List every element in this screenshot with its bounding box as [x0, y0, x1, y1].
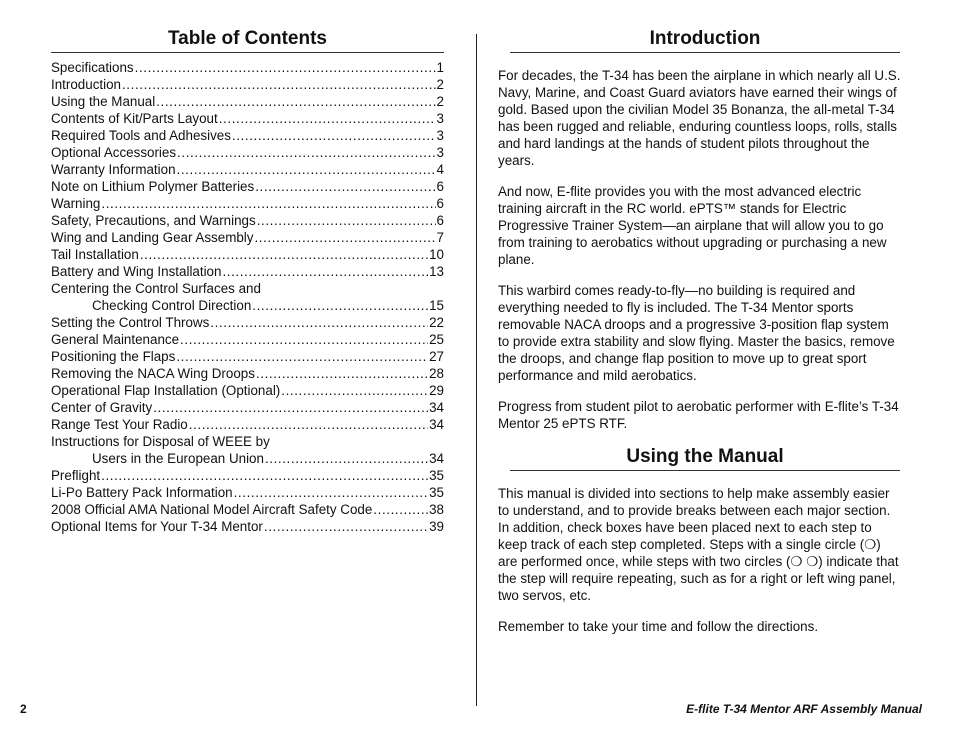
- toc-entry[interactable]: Warning ..... 6: [51, 195, 444, 212]
- table-of-contents: [51, 28, 444, 535]
- toc-entry[interactable]: Operational Flap Installation (Optional) ..... 29: [51, 382, 444, 399]
- dot-leader: [255, 178, 435, 195]
- toc-entry[interactable]: Checking Control Direction ..... 15: [51, 297, 444, 314]
- introduction-title: Introduction: [510, 28, 900, 53]
- toc-entry[interactable]: Specifications ..... 1: [51, 59, 444, 76]
- toc-entry[interactable]: Using the Manual ..... 2: [51, 93, 444, 110]
- toc-entry[interactable]: Optional Items for Your T-34 Mentor ..... 39: [51, 518, 444, 535]
- intro-paragraph: And now, E-flite provides you with the most advanced electric training aircraft in the RC world. ePTS™ stands for Electric Progressive Trainer System—an airplane that will allow you to go from training to aerobatics without upgrading or purchasing a new plane.: [498, 184, 887, 267]
- intro-paragraph: For decades, the T-34 has been the airplane in which nearly all U.S. Navy, Marine, and Coast Guard aviators have earned their wings of gold. Based upon the civilian Model 35 Bonanza, the all-metal T-34 has been rugged and reliable, enduring countless loops, rolls, stalls and hard landings at the hands of student pilots throughout the years.: [498, 68, 901, 168]
- dot-leader: [222, 263, 428, 280]
- toc-entry[interactable]: Removing the NACA Wing Droops ..... 28: [51, 365, 444, 382]
- using-manual-body: [498, 485, 902, 635]
- toc-entry[interactable]: 2008 Official AMA National Model Aircraft Safety Code ..... 38: [51, 501, 444, 518]
- dot-leader: [265, 450, 428, 467]
- manual-paragraph: Remember to take your time and follow the directions.: [498, 619, 819, 634]
- dot-leader: [180, 331, 428, 348]
- toc-entry[interactable]: Note on Lithium Polymer Batteries ..... 6: [51, 178, 444, 195]
- dot-leader: [210, 314, 428, 331]
- toc-title: Table of Contents: [51, 28, 444, 53]
- toc-entry-continued[interactable]: Centering the Control Surfaces and: [51, 281, 261, 296]
- toc-entry[interactable]: Safety, Precautions, and Warnings ..... 6: [51, 212, 444, 229]
- toc-entry[interactable]: Battery and Wing Installation ..... 13: [51, 263, 444, 280]
- toc-entry[interactable]: General Maintenance ..... 25: [51, 331, 444, 348]
- toc-entry[interactable]: Optional Accessories ..... 3: [51, 144, 444, 161]
- intro-paragraph: Progress from student pilot to aerobatic performer with E-flite’s T-34 Mentor 25 ePTS RTF.: [498, 399, 899, 431]
- dot-leader: [232, 127, 436, 144]
- dot-leader: [256, 365, 428, 382]
- toc-entry[interactable]: Preflight ..... 35: [51, 467, 444, 484]
- toc-entry-continued[interactable]: Instructions for Disposal of WEEE by: [51, 434, 270, 449]
- dot-leader: [252, 297, 428, 314]
- toc-entry[interactable]: Introduction ..... 2: [51, 76, 444, 93]
- toc-entry[interactable]: Positioning the Flaps ..... 27: [51, 348, 444, 365]
- dot-leader: [101, 195, 435, 212]
- column-divider: [476, 34, 477, 706]
- dot-leader: [140, 246, 428, 263]
- toc-entry[interactable]: Wing and Landing Gear Assembly ..... 7: [51, 229, 444, 246]
- dot-leader: [177, 161, 436, 178]
- toc-entry[interactable]: Setting the Control Throws ..... 22: [51, 314, 444, 331]
- toc-entry[interactable]: Range Test Your Radio ..... 34: [51, 416, 444, 433]
- toc-list: [51, 59, 444, 535]
- right-column: [498, 28, 902, 649]
- footer-page-number: 2: [20, 702, 27, 716]
- dot-leader: [101, 467, 428, 484]
- toc-entry[interactable]: Tail Installation ..... 10: [51, 246, 444, 263]
- dot-leader: [156, 93, 435, 110]
- dot-leader: [153, 399, 428, 416]
- dot-leader: [257, 212, 436, 229]
- toc-entry[interactable]: Center of Gravity ..... 34: [51, 399, 444, 416]
- toc-entry[interactable]: Warranty Information ..... 4: [51, 161, 444, 178]
- using-manual-title: Using the Manual: [510, 446, 900, 471]
- dot-leader: [234, 484, 428, 501]
- dot-leader: [177, 144, 436, 161]
- toc-entry[interactable]: Required Tools and Adhesives ..... 3: [51, 127, 444, 144]
- dot-leader: [176, 348, 428, 365]
- dot-leader: [135, 59, 436, 76]
- dot-leader: [254, 229, 435, 246]
- dot-leader: [122, 76, 436, 93]
- intro-paragraph: This warbird comes ready-to-fly—no building is required and everything needed to fly is included. The T-34 Mentor sports removable NACA droops and a progressive 3-position flap system to provide extra stability and slow flying. Master the basics, remove the droops, and change flap position to move up to great sport performance and mild aerobatics.: [498, 283, 895, 383]
- footer-manual-title: E-flite T-34 Mentor ARF Assembly Manual: [686, 702, 922, 716]
- toc-entry[interactable]: Li-Po Battery Pack Information ..... 35: [51, 484, 444, 501]
- dot-leader: [373, 501, 428, 518]
- introduction-body: [498, 67, 902, 432]
- dot-leader: [264, 518, 428, 535]
- dot-leader: [219, 110, 436, 127]
- dot-leader: [189, 416, 428, 433]
- toc-entry[interactable]: Users in the European Union ..... 34: [51, 450, 444, 467]
- manual-paragraph: This manual is divided into sections to help make assembly easier to understand, and to provide breaks between each major section. In addition, check boxes have been placed next to each step to keep track of each step completed. Steps with a single circle (❍) are performed once, while steps with two circles (❍ ❍) indicate that the step will require repeating, such as for a right or left wing panel, two servos, etc.: [498, 486, 899, 603]
- dot-leader: [281, 382, 428, 399]
- toc-entry[interactable]: Contents of Kit/Parts Layout ..... 3: [51, 110, 444, 127]
